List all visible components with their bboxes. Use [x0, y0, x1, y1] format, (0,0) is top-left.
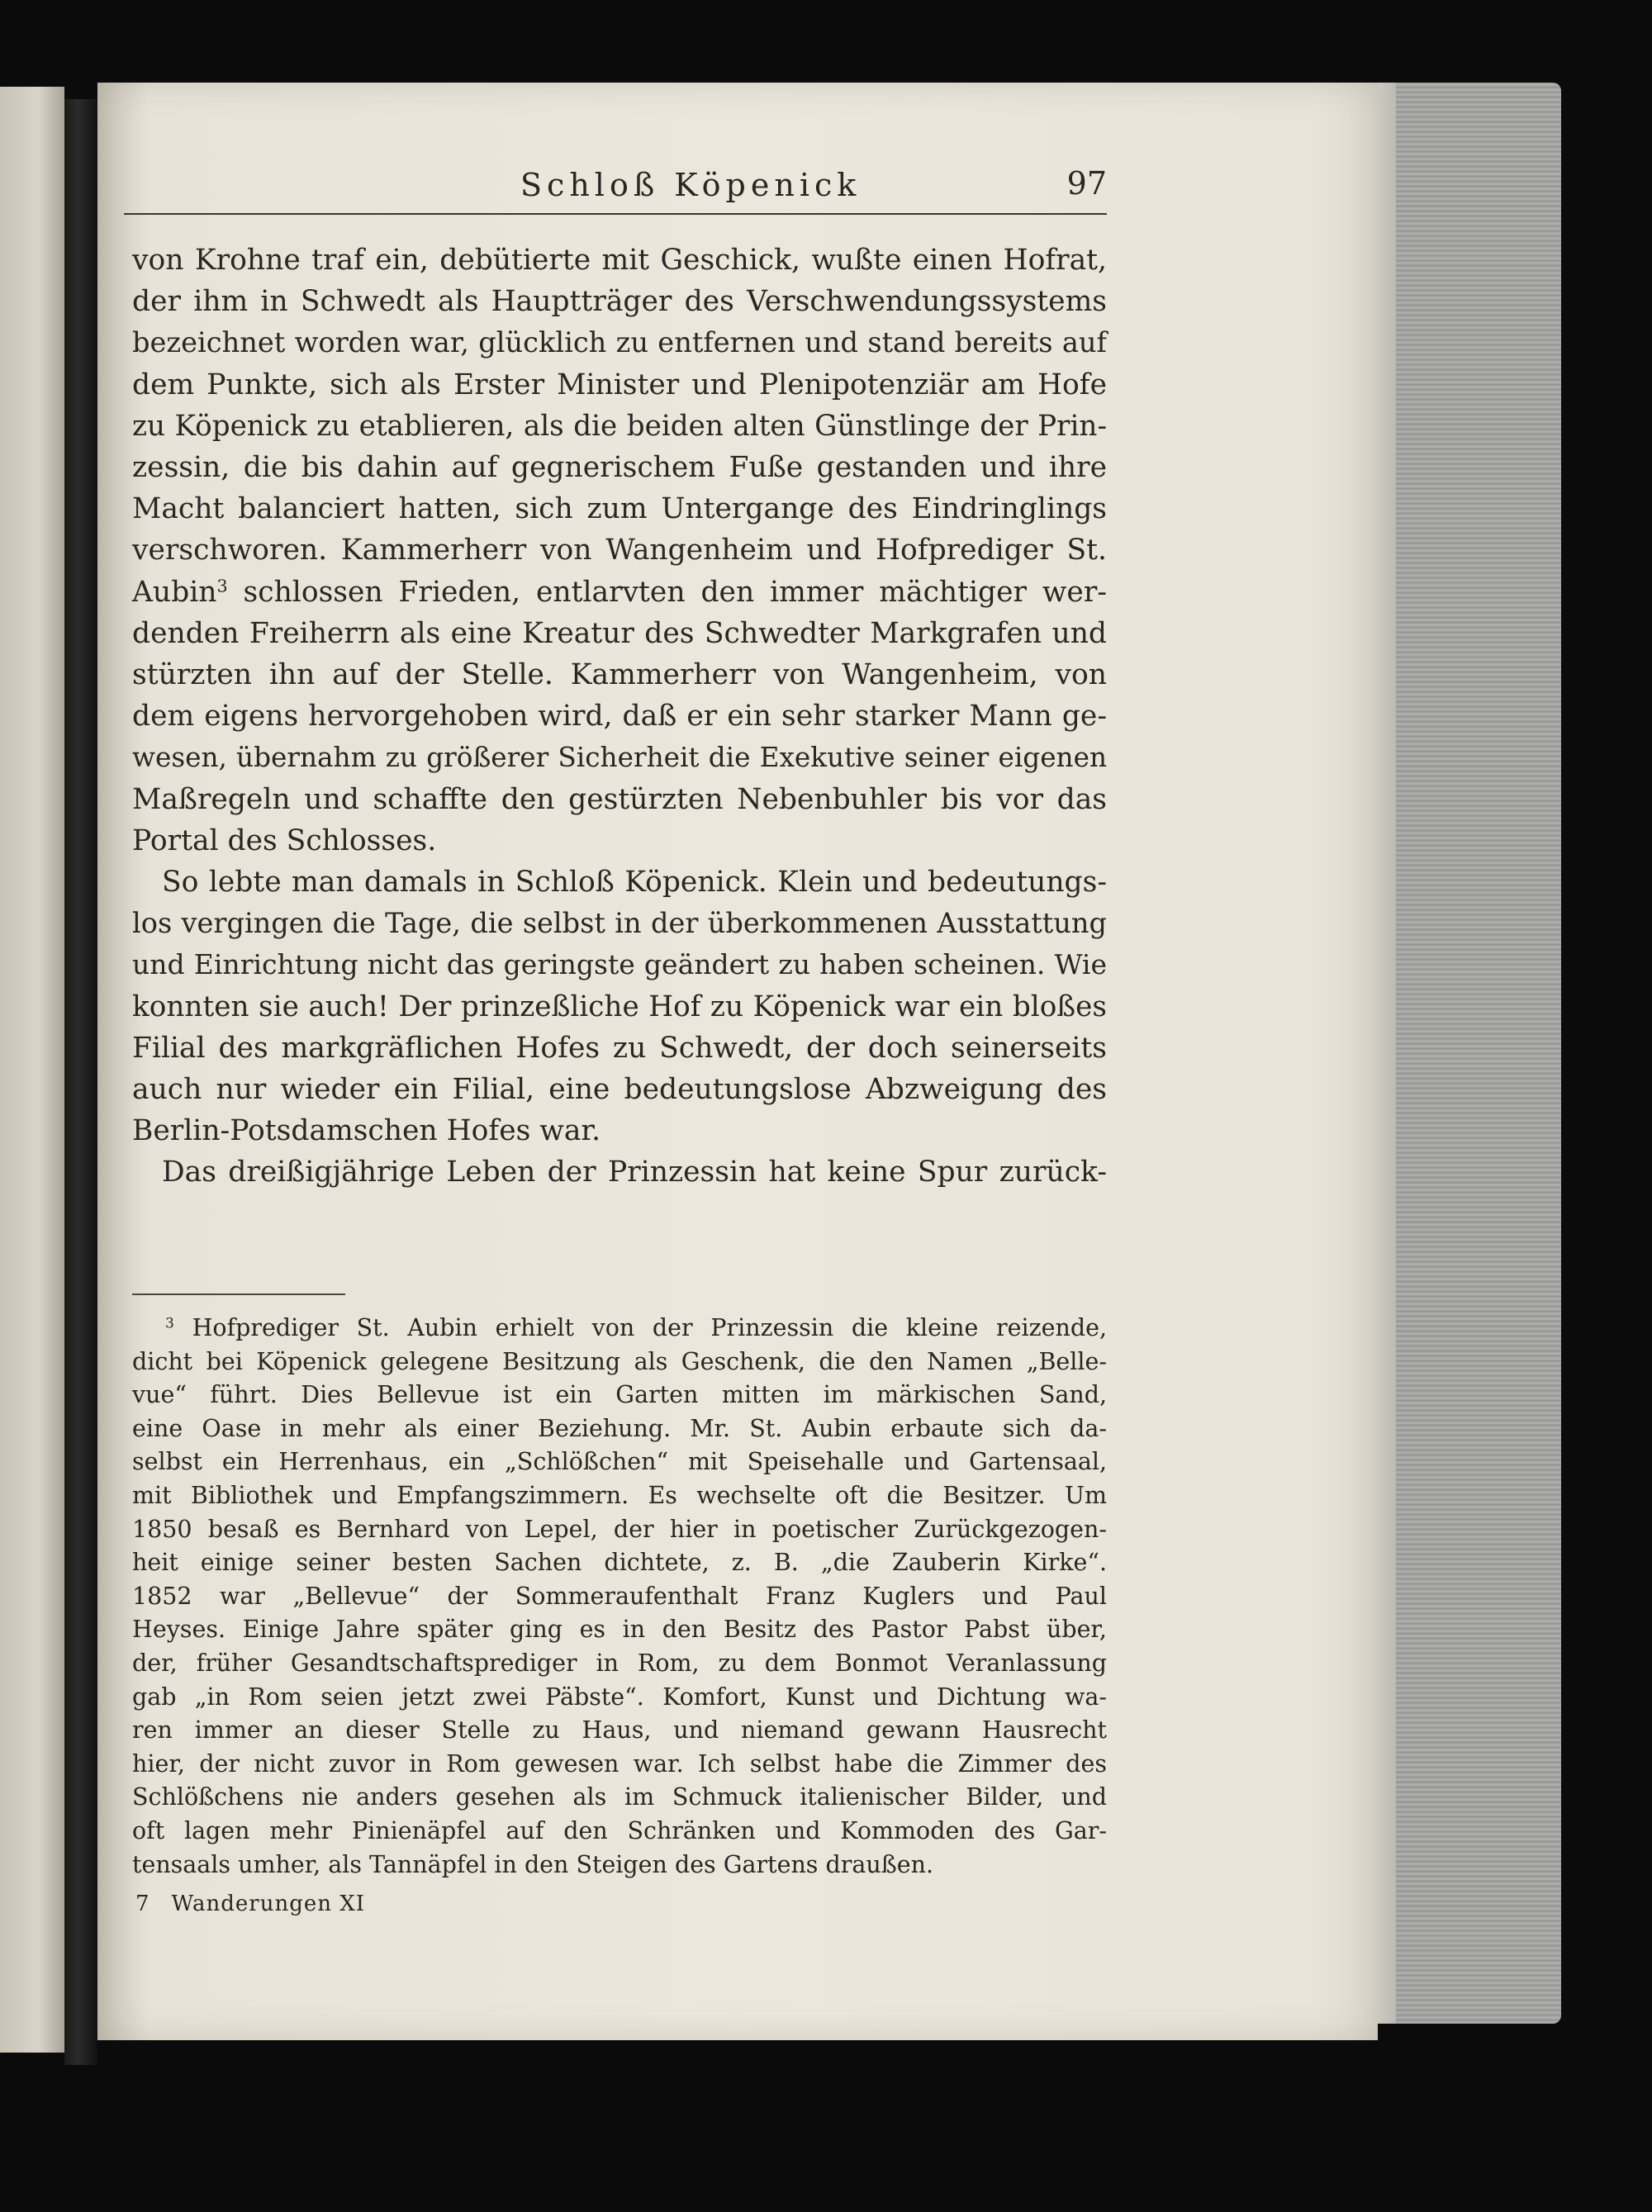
footnote-line: der, früher Gesandtschaftsprediger in Rom, zu dem Bonmot Veranlassung: [132, 1649, 1107, 1677]
footnote-rule: [132, 1293, 345, 1295]
body-line: Macht balanciert hatten, sich zum Untergange des Eindringlings: [132, 492, 1107, 526]
body-line: Berlin-Potsdamschen Hofes war.: [132, 1114, 601, 1148]
body-line-with-footnote-ref: [132, 572, 1107, 613]
body-line: Filial des markgräflichen Hofes zu Schwedt, der doch seinerseits: [132, 1031, 1107, 1065]
body-line-start: Aubin: [132, 575, 217, 609]
footnote-line: hier, der nicht zuvor in Rom gewesen war. Ich selbst habe die Zimmer des: [132, 1749, 1107, 1778]
body-line: verschworen. Kammerherr von Wangenheim und Hofprediger St.: [132, 534, 1107, 567]
body-line: Portal des Schlosses.: [132, 824, 437, 857]
signature-title: Wanderungen XI: [171, 1892, 366, 1916]
header-rule: [124, 213, 1107, 215]
footnote-line: gab „in Rom seien jetzt zwei Päbste“. Komfort, Kunst und Dichtung wa-: [132, 1683, 1107, 1711]
footnote-line: ren immer an dieser Stelle zu Haus, und niemand gewann Hausrecht: [132, 1716, 1107, 1744]
page-number: 97: [1066, 165, 1107, 202]
signature-number: 7: [135, 1892, 150, 1916]
footnote-marker: 3: [165, 1315, 174, 1332]
body-line: los vergingen die Tage, die selbst in der überkommenen Ausstattung: [132, 907, 1107, 940]
body-line: Das dreißigjährige Leben der Prinzessin hat keine Spur zurück-: [162, 1156, 1107, 1189]
footnote-line: Heyses. Einige Jahre später ging es in den Besitz des Pastor Pabst über,: [132, 1616, 1107, 1644]
footnote-reference: 3: [216, 576, 228, 596]
footnote-line: selbst ein Herrenhaus, ein „Schlößchen“ mit Speisehalle und Gartensaal,: [132, 1448, 1107, 1476]
printer-signature: [135, 1892, 365, 1916]
footnote-line: [132, 1312, 1107, 1346]
body-line-rest: schlossen Frieden, entlarvten den immer mächtiger wer-: [243, 575, 1107, 609]
body-line: auch nur wieder ein Filial, eine bedeutungslose Abzweigung des: [132, 1073, 1107, 1107]
footnote-line: 1852 war „Bellevue“ der Sommeraufenthalt Franz Kuglers und Paul: [132, 1582, 1107, 1610]
body-line: So lebte man damals in Schloß Köpenick. Klein und bedeutungs-: [162, 866, 1107, 900]
body-line: zu Köpenick zu etablieren, als die beiden alten Günstlinge der Prin-: [132, 409, 1107, 443]
body-line: denden Freiherrn als eine Kreatur des Schwedter Markgrafen und: [132, 616, 1107, 650]
footnote-line: Schlößchens nie anders gesehen als im Schmuck italienischer Bilder, und: [132, 1783, 1107, 1811]
body-line: stürzten ihn auf der Stelle. Kammerherr von Wangenheim, von: [132, 658, 1107, 692]
running-title: Schloß Köpenick: [520, 167, 862, 203]
footnote-line-text: Hofprediger St. Aubin erhielt von der Prinzessin die kleine reizende,: [192, 1314, 1107, 1341]
footnote-line: tensaals umher, als Tannäpfel in den Steigen des Gartens draußen.: [132, 1850, 934, 1878]
body-line: bezeichnet worden war, glücklich zu entfernen und stand bereits auf: [132, 326, 1107, 359]
footnote-line: heit einige seiner besten Sachen dichtete, z. B. „die Zauberin Kirke“.: [132, 1549, 1107, 1577]
body-line: dem eigens hervorgehoben wird, daß er ein sehr starker Mann ge-: [132, 700, 1107, 733]
footnote-line: mit Bibliothek und Empfangszimmern. Es wechselte oft die Besitzer. Um: [132, 1481, 1107, 1509]
body-text: [132, 240, 1107, 1194]
footnotes: [132, 1312, 1107, 1882]
body-line: von Krohne traf ein, debütierte mit Geschick, wußte einen Hofrat,: [132, 244, 1107, 277]
footnote-line: dicht bei Köpenick gelegene Besitzung als Geschenk, die den Namen „Belle-: [132, 1347, 1107, 1375]
body-line: Maßregeln und schaffte den gestürzten Nebenbuhler bis vor das: [132, 782, 1107, 816]
body-line: konnten sie auch! Der prinzeßliche Hof zu Köpenick war ein bloßes: [132, 990, 1107, 1023]
body-line: dem Punkte, sich als Erster Minister und Plenipotenziär am Hofe: [132, 368, 1107, 401]
footnote-line: oft lagen mehr Pinienäpfel auf den Schränken und Kommoden des Gar-: [132, 1816, 1107, 1844]
body-line: der ihm in Schwedt als Hauptträger des Verschwendungssystems: [132, 285, 1107, 319]
footnote-line: 1850 besaß es Bernhard von Lepel, der hier in poetischer Zurückgezogen-: [132, 1515, 1107, 1543]
body-line: und Einrichtung nicht das geringste geändert zu haben scheinen. Wie: [132, 948, 1107, 981]
running-head: [124, 165, 1107, 215]
body-line: zessin, die bis dahin auf gegnerischem Fuße gestanden und ihre: [132, 451, 1107, 485]
body-line: wesen, übernahm zu größerer Sicherheit die Exekutive seiner eigenen: [132, 742, 1107, 774]
footnote-line: vue“ führt. Dies Bellevue ist ein Garten mitten im märkischen Sand,: [132, 1381, 1107, 1409]
left-page-edge: [0, 87, 64, 2053]
footnote-line: eine Oase in mehr als einer Beziehung. Mr. St. Aubin erbaute sich da-: [132, 1414, 1107, 1442]
book-gutter: [64, 99, 97, 2065]
